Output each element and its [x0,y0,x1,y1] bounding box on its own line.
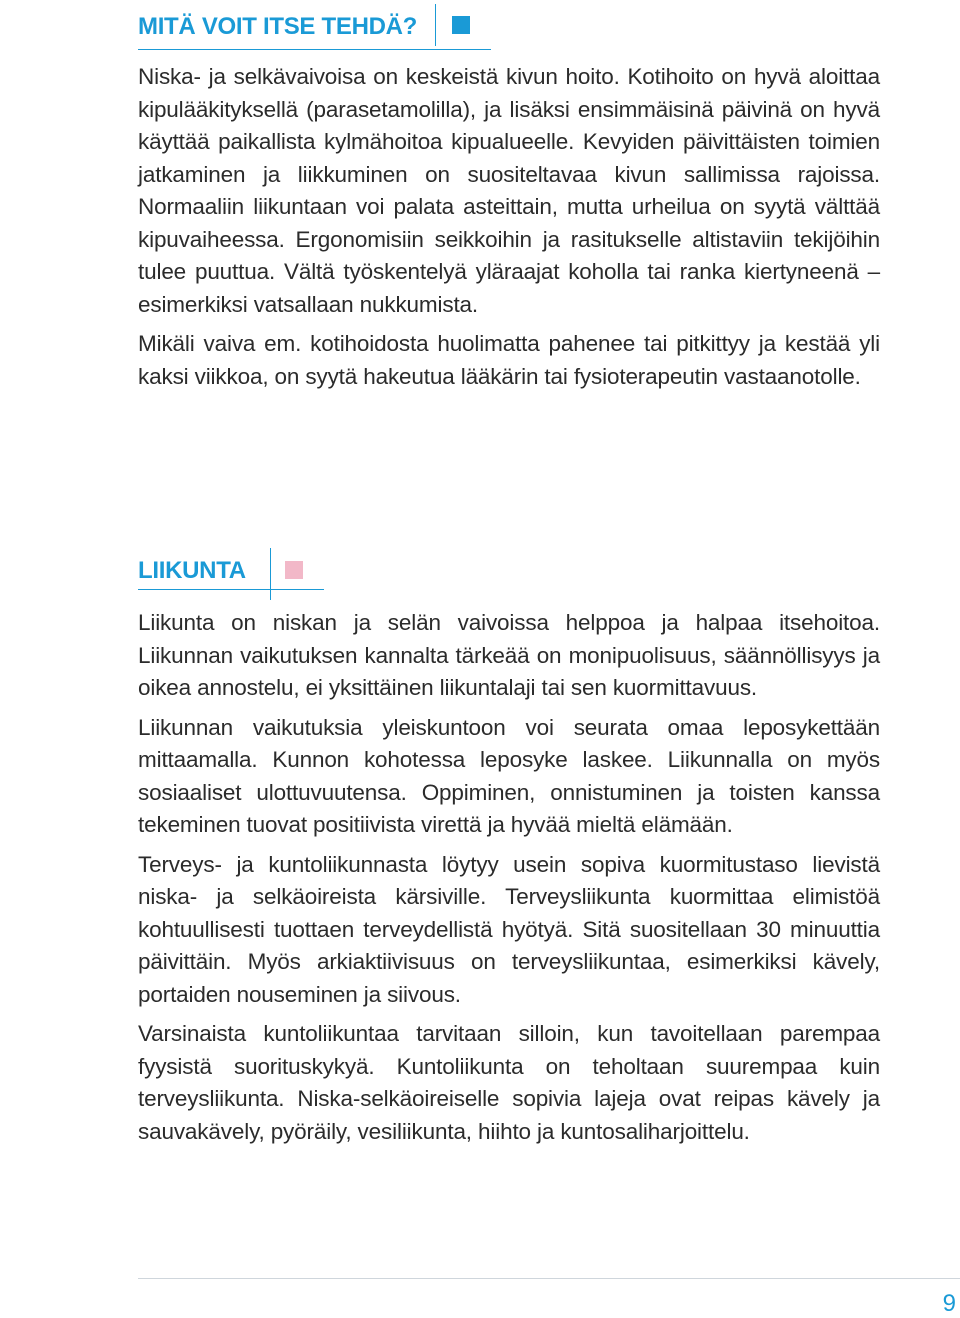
paragraph: Varsinaista kuntoliikuntaa tarvitaan silloin, kun tavoitellaan parempaa fyysistä suorituskykyä. Kuntoliikunta on teholtaan suurempaa kuin terveysliikunta. Niska-selkäoireiselle sopivia lajeja ovat reipas kävely ja sauvakävely, pyöräily, vesiliikunta, hiihto ja kuntosaliharjoittelu. [138,1021,880,1144]
section-heading-exercise [138,548,338,598]
heading-divider-horizontal [138,49,491,50]
page-number: 9 [942,1290,956,1317]
paragraph: Mikäli vaiva em. kotihoidosta huolimatta pahenee tai pitkittyy ja kestää yli kaksi viikkoa, on syytä hakeutua lääkärin tai fysioterapeutin vastaanotolle. [138,331,880,389]
paragraph: Terveys- ja kuntoliikunnasta löytyy usein sopiva kuormitustaso lievistä niska- ja selkäoireista kärsiville. Terveysliikunta kuormittaa elimistöä kohtuullisesti tuottaen terveydellistä hyötyä. Sitä suositellaan 30 minuuttia päivittäin. Myös arkiaktiivisuus on terveysliikuntaa, esimerkiksi kävely, portaiden nouseminen ja siivous. [138,851,880,1007]
section-body-self-care [138,61,880,400]
heading-divider-vertical [270,548,271,600]
heading-divider-vertical [435,4,436,46]
square-bullet-icon [285,561,303,579]
square-bullet-icon [452,16,470,34]
section-title: LIIKUNTA [138,557,246,584]
paragraph: Liikunnan vaikutuksia yleiskuntoon voi seurata omaa leposykettään mittaamalla. Kunnon kohotessa leposyke laskee. Liikunnalla on myös sosiaaliset ulottuvuutensa. Oppiminen, onnistuminen ja toisten kanssa tekeminen tuovat positiivista virettä ja hyvää mieltä elämään. [138,714,880,837]
footer-divider [138,1278,960,1279]
section-heading-self-care [138,4,498,54]
paragraph: Liikunta on niskan ja selän vaivoissa helppoa ja halpaa itsehoitoa. Liikunnan vaikutuksen kannalta tärkeää on monipuolisuus, säännöllisyys ja oikea annostelu, ei yksittäinen liikuntalaji tai sen kuormittavuus. [138,610,880,700]
paragraph: Niska- ja selkävaivoisa on keskeistä kivun hoito. Kotihoito on hyvä aloittaa kipulääkityksellä (parasetamolilla), ja lisäksi ensimmäisinä päivinä on hyvä käyttää paikallista kylmähoitoa kipualueelle. Kevyiden päivittäisten toimien jatkaminen ja liikkuminen on suositeltavaa kivun sallimissa rajoissa. Normaaliin liikuntaan voi palata asteittain, mutta urheilua on syytä välttää kipuvaiheessa. Ergonomisiin seikkoihin ja rasitukselle altistaviin tekijöihin tulee puuttua. Vältä työskentelyä yläraajat koholla tai ranka kiertyneenä – esimerkiksi vatsallaan nukkumista. [138,64,880,317]
section-body-exercise [138,607,880,1155]
heading-divider-horizontal [138,589,324,590]
section-title: MITÄ VOIT ITSE TEHDÄ? [138,13,418,40]
